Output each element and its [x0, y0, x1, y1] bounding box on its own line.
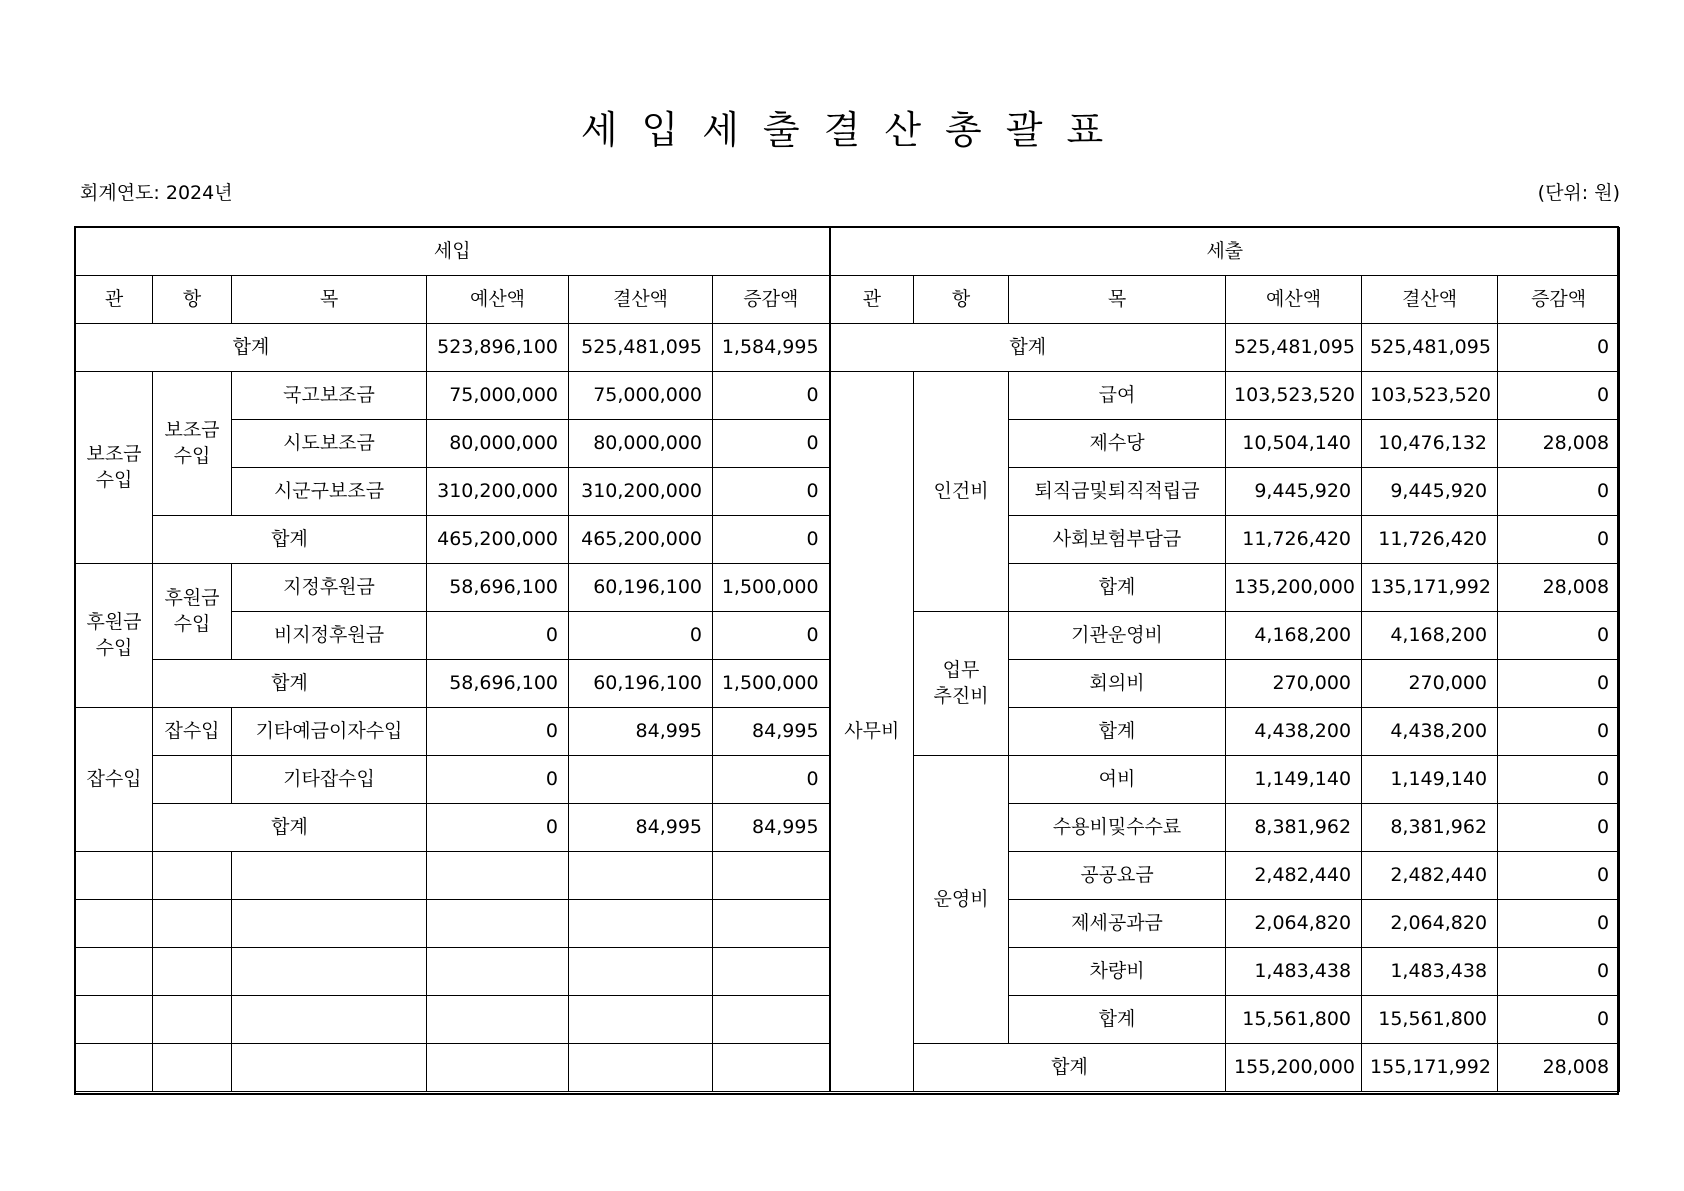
empty-cell — [569, 996, 713, 1044]
exp-budget: 11,726,420 — [1226, 516, 1362, 564]
rev-change: 0 — [713, 468, 830, 516]
exp-gwan-total-change: 28,008 — [1498, 1044, 1620, 1092]
exp-hang-business: 업무 추진비 — [914, 612, 1009, 756]
exp-gwan-total-label: 합계 — [914, 1044, 1226, 1092]
empty-cell — [232, 852, 427, 900]
empty-cell — [569, 900, 713, 948]
rev-col-mok: 목 — [232, 276, 427, 324]
column-header-row — [76, 276, 1620, 324]
rev-subtotal-label: 합계 — [153, 804, 427, 852]
exp-mok: 퇴직금및퇴직적립금 — [1009, 468, 1226, 516]
empty-cell — [76, 852, 153, 900]
exp-col-settlement: 결산액 — [1362, 276, 1498, 324]
grand-total-row — [76, 324, 1620, 372]
exp-mok: 합계 — [1009, 708, 1226, 756]
empty-cell — [569, 852, 713, 900]
unit-label: (단위: 원) — [1537, 182, 1620, 204]
exp-mok: 기관운영비 — [1009, 612, 1226, 660]
empty-cell — [153, 852, 232, 900]
exp-budget: 103,523,520 — [1226, 372, 1362, 420]
exp-mok: 제세공과금 — [1009, 900, 1226, 948]
empty-cell — [232, 948, 427, 996]
rev-mok: 기타잡수입 — [232, 756, 427, 804]
rev-budget: 0 — [427, 756, 569, 804]
rev-gwan-misc: 잡수입 — [76, 708, 153, 852]
exp-budget: 2,064,820 — [1226, 900, 1362, 948]
rev-hang-misc: 잡수입 — [153, 708, 232, 756]
rev-budget: 80,000,000 — [427, 420, 569, 468]
settlement-summary-table — [75, 227, 1620, 1092]
rev-mok: 지정후원금 — [232, 564, 427, 612]
exp-settlement: 135,171,992 — [1362, 564, 1498, 612]
rev-change: 0 — [713, 612, 830, 660]
rev-change: 84,995 — [713, 708, 830, 756]
exp-budget: 135,200,000 — [1226, 564, 1362, 612]
exp-mok: 차량비 — [1009, 948, 1226, 996]
empty-cell — [153, 1044, 232, 1092]
table-row — [76, 372, 1620, 420]
empty-cell — [76, 1044, 153, 1092]
exp-hang-personnel: 인건비 — [914, 372, 1009, 612]
rev-subtotal-settlement: 465,200,000 — [569, 516, 713, 564]
rev-subtotal-label: 합계 — [153, 660, 427, 708]
rev-total-settlement: 525,481,095 — [569, 324, 713, 372]
rev-col-hang: 항 — [153, 276, 232, 324]
exp-change: 0 — [1498, 660, 1620, 708]
empty-cell — [427, 1044, 569, 1092]
exp-change: 0 — [1498, 852, 1620, 900]
rev-budget: 0 — [427, 612, 569, 660]
rev-budget: 0 — [427, 708, 569, 756]
empty-cell — [76, 948, 153, 996]
rev-hang-subsidy: 보조금 수입 — [153, 372, 232, 516]
exp-change: 0 — [1498, 612, 1620, 660]
exp-settlement: 1,483,438 — [1362, 948, 1498, 996]
exp-total-label: 합계 — [830, 324, 1226, 372]
revenue-section-header: 세입 — [76, 228, 830, 276]
exp-settlement: 103,523,520 — [1362, 372, 1498, 420]
exp-change: 0 — [1498, 948, 1620, 996]
rev-mok: 국고보조금 — [232, 372, 427, 420]
exp-mok: 합계 — [1009, 564, 1226, 612]
exp-budget: 9,445,920 — [1226, 468, 1362, 516]
exp-change: 0 — [1498, 900, 1620, 948]
rev-budget: 75,000,000 — [427, 372, 569, 420]
rev-settlement: 75,000,000 — [569, 372, 713, 420]
rev-subtotal-settlement: 60,196,100 — [569, 660, 713, 708]
rev-settlement: 80,000,000 — [569, 420, 713, 468]
rev-total-change: 1,584,995 — [713, 324, 830, 372]
exp-change: 0 — [1498, 372, 1620, 420]
rev-change: 0 — [713, 756, 830, 804]
empty-cell — [232, 900, 427, 948]
exp-settlement: 8,381,962 — [1362, 804, 1498, 852]
exp-col-gwan: 관 — [830, 276, 914, 324]
exp-gwan-total-budget: 155,200,000 — [1226, 1044, 1362, 1092]
exp-settlement: 15,561,800 — [1362, 996, 1498, 1044]
exp-change: 0 — [1498, 516, 1620, 564]
empty-cell — [153, 900, 232, 948]
empty-cell — [713, 1044, 830, 1092]
rev-subtotal-change: 84,995 — [713, 804, 830, 852]
rev-budget: 58,696,100 — [427, 564, 569, 612]
exp-mok: 합계 — [1009, 996, 1226, 1044]
exp-budget: 10,504,140 — [1226, 420, 1362, 468]
exp-budget: 2,482,440 — [1226, 852, 1362, 900]
rev-subtotal-budget: 465,200,000 — [427, 516, 569, 564]
rev-col-budget: 예산액 — [427, 276, 569, 324]
exp-settlement: 4,168,200 — [1362, 612, 1498, 660]
exp-budget: 4,438,200 — [1226, 708, 1362, 756]
rev-mok: 시도보조금 — [232, 420, 427, 468]
rev-mok: 시군구보조금 — [232, 468, 427, 516]
exp-budget: 1,483,438 — [1226, 948, 1362, 996]
empty-cell — [569, 948, 713, 996]
empty-cell — [713, 852, 830, 900]
rev-change: 1,500,000 — [713, 564, 830, 612]
rev-total-label: 합계 — [76, 324, 427, 372]
rev-hang-donation: 후원금 수입 — [153, 564, 232, 660]
empty-cell — [713, 900, 830, 948]
fiscal-year: 회계연도: 2024년 — [80, 182, 233, 204]
exp-total-settlement: 525,481,095 — [1362, 324, 1498, 372]
page-title: 세입세출결산총괄표 — [580, 108, 1128, 152]
rev-settlement: 84,995 — [569, 708, 713, 756]
exp-settlement: 11,726,420 — [1362, 516, 1498, 564]
rev-gwan-subsidy: 보조금 수입 — [76, 372, 153, 564]
expenditure-section-header: 세출 — [830, 228, 1620, 276]
rev-change: 0 — [713, 372, 830, 420]
rev-budget: 310,200,000 — [427, 468, 569, 516]
empty-cell — [427, 852, 569, 900]
rev-subtotal-settlement: 84,995 — [569, 804, 713, 852]
rev-total-budget: 523,896,100 — [427, 324, 569, 372]
exp-change: 0 — [1498, 468, 1620, 516]
rev-col-settlement: 결산액 — [569, 276, 713, 324]
exp-hang-operating: 운영비 — [914, 756, 1009, 1044]
empty-cell — [232, 1044, 427, 1092]
rev-settlement: 60,196,100 — [569, 564, 713, 612]
rev-mok: 기타예금이자수입 — [232, 708, 427, 756]
exp-col-hang: 항 — [914, 276, 1009, 324]
empty-cell — [713, 996, 830, 1044]
rev-settlement: 0 — [569, 612, 713, 660]
rev-subtotal-budget: 0 — [427, 804, 569, 852]
exp-col-change: 증감액 — [1498, 276, 1620, 324]
exp-change: 28,008 — [1498, 420, 1620, 468]
rev-subtotal-label: 합계 — [153, 516, 427, 564]
exp-col-budget: 예산액 — [1226, 276, 1362, 324]
exp-mok: 사회보험부담금 — [1009, 516, 1226, 564]
exp-mok: 회의비 — [1009, 660, 1226, 708]
rev-subtotal-change: 0 — [713, 516, 830, 564]
rev-change: 0 — [713, 420, 830, 468]
exp-change: 28,008 — [1498, 564, 1620, 612]
empty-cell — [76, 996, 153, 1044]
empty-cell — [427, 996, 569, 1044]
empty-cell — [569, 1044, 713, 1092]
exp-total-change: 0 — [1498, 324, 1620, 372]
rev-settlement: 310,200,000 — [569, 468, 713, 516]
rev-hang-empty — [153, 756, 232, 804]
section-header-row — [76, 228, 1620, 276]
exp-mok: 여비 — [1009, 756, 1226, 804]
empty-cell — [76, 900, 153, 948]
exp-budget: 270,000 — [1226, 660, 1362, 708]
empty-cell — [153, 996, 232, 1044]
exp-change: 0 — [1498, 804, 1620, 852]
exp-change: 0 — [1498, 708, 1620, 756]
exp-total-budget: 525,481,095 — [1226, 324, 1362, 372]
exp-budget: 1,149,140 — [1226, 756, 1362, 804]
empty-cell — [427, 900, 569, 948]
rev-subtotal-change: 1,500,000 — [713, 660, 830, 708]
exp-budget: 8,381,962 — [1226, 804, 1362, 852]
exp-settlement: 270,000 — [1362, 660, 1498, 708]
rev-gwan-donation: 후원금 수입 — [76, 564, 153, 708]
exp-settlement: 2,482,440 — [1362, 852, 1498, 900]
rev-col-change: 증감액 — [713, 276, 830, 324]
exp-budget: 4,168,200 — [1226, 612, 1362, 660]
empty-cell — [153, 948, 232, 996]
exp-settlement: 9,445,920 — [1362, 468, 1498, 516]
rev-mok: 비지정후원금 — [232, 612, 427, 660]
exp-col-mok: 목 — [1009, 276, 1226, 324]
exp-mok: 수용비및수수료 — [1009, 804, 1226, 852]
exp-settlement: 4,438,200 — [1362, 708, 1498, 756]
exp-change: 0 — [1498, 996, 1620, 1044]
exp-gwan-office: 사무비 — [830, 372, 914, 1092]
empty-cell — [232, 996, 427, 1044]
exp-gwan-total-settlement: 155,171,992 — [1362, 1044, 1498, 1092]
exp-settlement: 1,149,140 — [1362, 756, 1498, 804]
exp-settlement: 2,064,820 — [1362, 900, 1498, 948]
empty-cell — [713, 948, 830, 996]
exp-settlement: 10,476,132 — [1362, 420, 1498, 468]
rev-col-gwan: 관 — [76, 276, 153, 324]
exp-mok: 제수당 — [1009, 420, 1226, 468]
rev-settlement — [569, 756, 713, 804]
empty-cell — [427, 948, 569, 996]
rev-subtotal-budget: 58,696,100 — [427, 660, 569, 708]
exp-budget: 15,561,800 — [1226, 996, 1362, 1044]
exp-change: 0 — [1498, 756, 1620, 804]
exp-mok: 급여 — [1009, 372, 1226, 420]
exp-mok: 공공요금 — [1009, 852, 1226, 900]
